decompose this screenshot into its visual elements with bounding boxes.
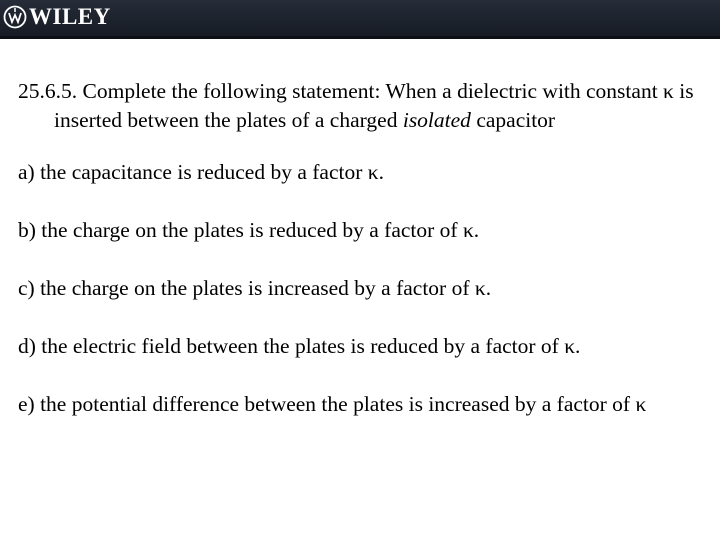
question-text-after: capacitor [470,108,556,132]
question-emphasis: isolated [402,108,471,132]
header-divider [0,36,720,39]
header-bar [0,0,720,36]
choice-c: c) the charge on the plates is increased by a factor of κ. [18,276,492,300]
choice-b: b) the charge on the plates is reduced by a factor of κ. [18,218,480,242]
slide-content [18,77,708,448]
wiley-logo-icon [2,4,28,30]
choice-a: a) the capacitance is reduced by a factor κ. [18,160,384,184]
choice-d: d) the electric field between the plates is reduced by a factor of κ. [18,334,581,358]
wiley-logo [2,2,111,32]
choice-e: e) the potential difference between the plates is increased by a factor of κ [18,392,647,416]
question-text-before: 25.6.5. Complete the following statement: When a dielectric with constant κ is inserted between the plates of a charged [18,79,694,132]
logo-text: WILEY [29,4,111,29]
question-text [18,77,708,135]
